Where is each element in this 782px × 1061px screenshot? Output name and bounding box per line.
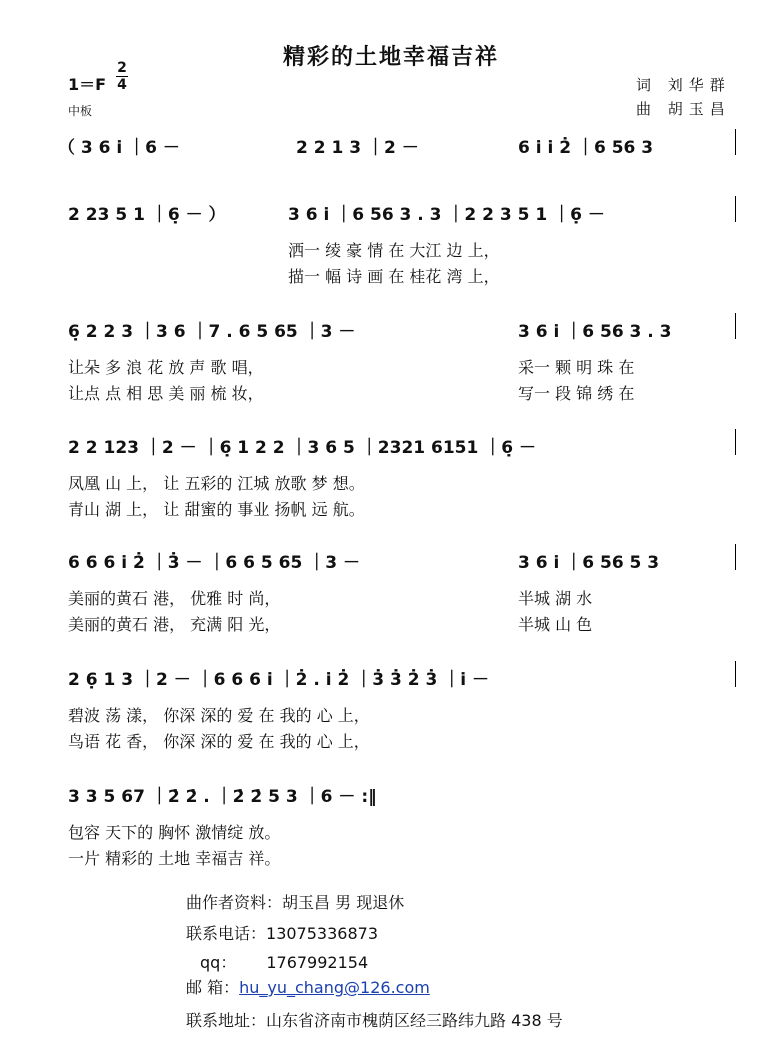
composer-credit: 曲 胡玉昌: [636, 100, 731, 118]
notation-segment: （ 3 6 i̇ ｜6 －: [58, 138, 180, 158]
barline: [735, 661, 736, 687]
lyric-segment: 让朵 多 浪 花 放 声 歌 唱，: [68, 358, 264, 377]
song-title: 精彩的土地幸福吉祥: [282, 45, 499, 70]
author-label: 曲作者资料：: [186, 893, 283, 912]
notation-segment: 2 6̣ 1 3 ｜2 － ｜6 6 6 i̇ ｜2̇ . i̇ 2̇ ｜3̇ 3̇ 2̇ 3̇ ｜i̇ －: [68, 670, 489, 690]
notation-segment: 2 2 1 3 ｜2 －: [296, 138, 419, 158]
author-info: [186, 890, 404, 913]
notation-segment: 6 i̇ i̇ 2̇ ｜6 56 3: [518, 138, 654, 158]
qq-value: 1767992154: [266, 953, 369, 972]
notation-segment: 3 6 i̇ ｜6 56 3 . 3: [518, 322, 672, 342]
notation-segment: 2 23 5 1 ｜6̣ － ）: [68, 205, 226, 225]
qq-info: [200, 950, 368, 973]
lyric-segment: 洒一 绫 豪 情 在 大江 边 上，: [288, 241, 500, 260]
notation-segment: 2 2 123 ｜2 － ｜6̣ 1 2 2 ｜3 6 5 ｜2321 6151 ｜6̣ －: [68, 438, 537, 458]
lyric-segment: 美丽的黄石 港， 优雅 时 尚，: [68, 589, 281, 608]
time-bottom: 4: [117, 77, 127, 93]
email-link[interactable]: hu_yu_chang@126.com: [239, 978, 430, 997]
address-info: [186, 1008, 563, 1031]
lyric-segment: 让点 点 相 思 美 丽 梳 妆，: [68, 384, 264, 403]
phone-label: 联系电话：: [186, 924, 267, 943]
phone-value: 13075336873: [266, 924, 378, 943]
notation-segment: 6 6 6 i̇ 2̇ ｜3̇ － ｜6 6 5 65 ｜3 －: [68, 553, 360, 573]
address-value: 山东省济南市槐荫区经三路纬九路 438 号: [266, 1011, 563, 1030]
mail-info: [186, 975, 430, 998]
barline: [735, 196, 736, 222]
lyric-segment: 美丽的黄石 港， 充满 阳 光，: [68, 615, 281, 634]
key-signature: 1＝F: [68, 75, 107, 94]
notation-segment: 3 6 i̇ ｜6 56 3 . 3 ｜2 2 3 5 1 ｜6̣ －: [288, 205, 605, 225]
barline: [735, 129, 736, 155]
lyric-segment: 写一 段 锦 绣 在: [518, 384, 635, 403]
lyric-segment: 半城 湖 水: [518, 589, 593, 608]
notation-segment: 3 3 5 67 ｜2̇ 2̇ . ｜2̇ 2̇ 5 3 ｜6 － :‖: [68, 787, 377, 807]
barline: [735, 429, 736, 455]
lyric-segment: 包容 天下的 胸怀 激情绽 放。: [68, 823, 281, 842]
lyric-segment: 采一 颗 明 珠 在: [518, 358, 635, 377]
lyric-segment: 青山 湖 上， 让 甜蜜的 事业 扬帆 远 航。: [68, 500, 365, 519]
lyric-segment: 碧波 荡 漾， 你深 深的 爱 在 我的 心 上，: [68, 706, 370, 725]
notation-segment: 6̣ 2 2 3 ｜3 6 ｜7 . 6 5 65 ｜3 －: [68, 322, 356, 342]
lyric-segment: 凤凰 山 上， 让 五彩的 江城 放歌 梦 想。: [68, 474, 365, 493]
mail-label: 邮 箱：: [186, 978, 240, 997]
time-signature: [116, 60, 128, 93]
phone-info: [186, 921, 378, 944]
notation-segment: 3 6 i̇ ｜6 56 5 3: [518, 553, 660, 573]
lyric-segment: 描一 幅 诗 画 在 桂花 湾 上，: [288, 267, 500, 286]
qq-label: qq：: [200, 953, 237, 972]
address-label: 联系地址：: [186, 1011, 267, 1030]
lyric-segment: 一片 精彩的 土地 幸福吉 祥。: [68, 849, 281, 868]
author-value: 胡玉昌 男 现退休: [282, 893, 405, 912]
barline: [735, 544, 736, 570]
lyricist-credit: 词 刘华群: [636, 76, 731, 94]
lyric-segment: 半城 山 色: [518, 615, 593, 634]
barline: [735, 313, 736, 339]
lyric-segment: 鸟语 花 香， 你深 深的 爱 在 我的 心 上，: [68, 732, 370, 751]
time-top: 2: [117, 60, 127, 76]
tempo-marking: 中板: [68, 104, 93, 118]
